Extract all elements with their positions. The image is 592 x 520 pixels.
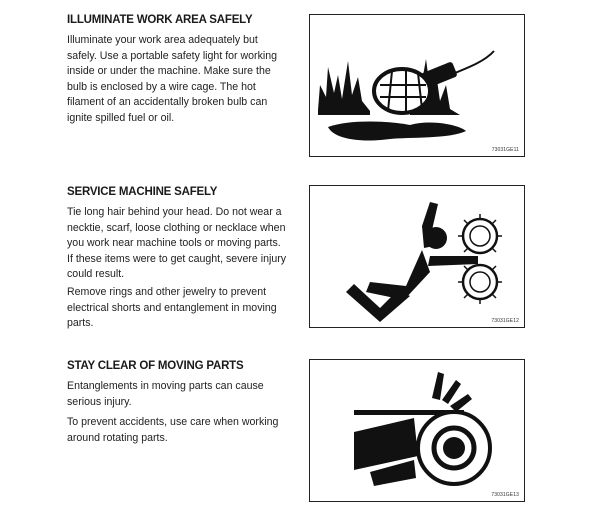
hand-belt-pulley-icon <box>310 360 524 501</box>
section-paragraph: Illuminate your work area adequately but safely. Use a portable safety light for working inside or under the machine. Make sure the bulb is enclosed by a wire cage. The hot filament of an accidentally broken bulb can ignite spilled fuel or oil. <box>67 34 278 124</box>
figure-code: 73031GE13 <box>491 492 519 498</box>
figure-frame <box>309 185 525 328</box>
section-heading: STAY CLEAR OF MOVING PARTS <box>67 360 244 372</box>
section-paragraph: Entanglements in moving parts can cause serious injury. <box>67 380 264 408</box>
section-paragraph: Remove rings and other jewelry to prevent electrical shorts and entanglement in moving parts. <box>67 286 277 330</box>
figure-code: 73031GE12 <box>491 318 519 324</box>
section-paragraph: To prevent accidents, use care when working around rotating parts. <box>67 416 279 444</box>
section-paragraph: Tie long hair behind your head. Do not wear a necktie, scarf, loose clothing or necklace when you work near machine tools or moving parts. If these items were to get caught, severe injury could result. <box>67 206 287 281</box>
figure-frame <box>309 14 525 157</box>
figure-frame <box>309 359 525 502</box>
figure-code: 73031GE11 <box>491 147 519 153</box>
section-heading: SERVICE MACHINE SAFELY <box>67 186 218 198</box>
entanglement-rollers-icon <box>310 186 524 327</box>
section-heading: ILLUMINATE WORK AREA SAFELY <box>67 14 253 26</box>
work-light-icon <box>310 15 524 156</box>
